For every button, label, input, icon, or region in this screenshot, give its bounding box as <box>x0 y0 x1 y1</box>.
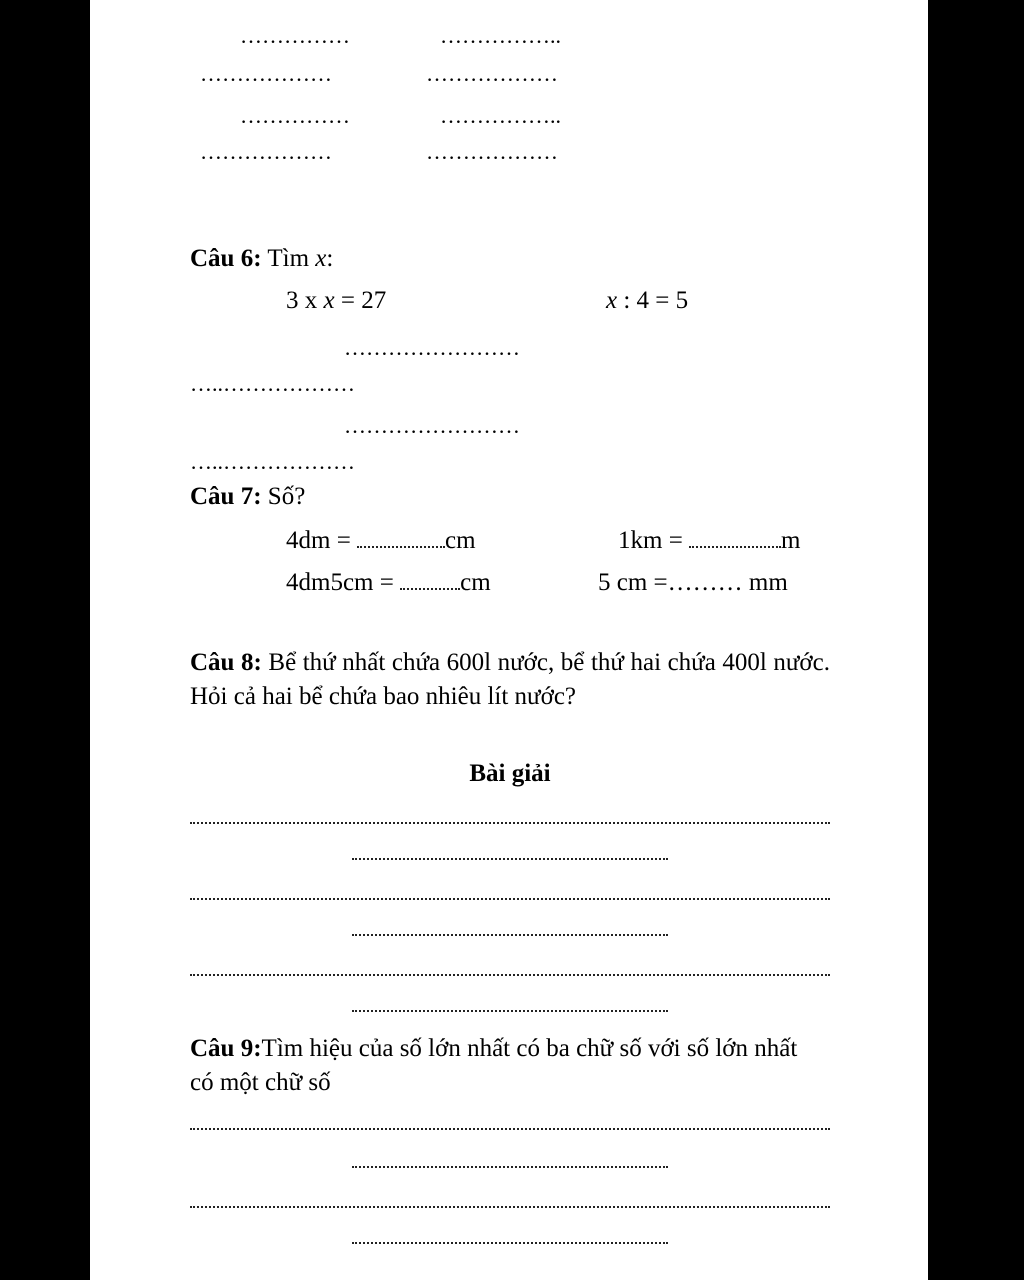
question-6-heading <box>190 244 333 274</box>
blank-field[interactable] <box>689 544 781 548</box>
answer-dots: …..……………… <box>190 371 355 396</box>
conversion-d <box>598 568 788 598</box>
blank-field[interactable] <box>400 586 460 590</box>
question-text: Bể thứ nhất chứa 600l nước, bể thứ hai chứa 400l nước. Hỏi cả hai bể chứa bao nhiêu lít nước? <box>190 649 830 710</box>
unit: m <box>781 527 801 554</box>
answer-line[interactable] <box>190 1128 830 1130</box>
unit: cm <box>445 527 476 554</box>
question-9 <box>190 1032 810 1100</box>
conversion-expression: 4dm5cm = <box>286 569 401 596</box>
conversion-c <box>286 568 491 598</box>
colon: : <box>326 245 334 272</box>
answer-dots: ……………… <box>426 61 558 86</box>
answer-line[interactable] <box>352 858 668 860</box>
worksheet-page <box>90 0 928 1280</box>
question-7-heading <box>190 482 305 512</box>
solution-title: Bài giải <box>469 760 551 787</box>
equation-1: 3 x x = 27 <box>286 287 387 314</box>
question-label: Câu 8: <box>190 649 262 676</box>
unit: mm <box>742 569 788 596</box>
answer-dots: …………….. <box>440 23 561 48</box>
answer-line[interactable] <box>190 1206 830 1208</box>
conversion-a <box>286 526 476 556</box>
answer-dots: …..……………… <box>190 449 355 474</box>
answer-dots: …………… <box>240 103 350 128</box>
question-text: Tìm hiệu của số lớn nhất có ba chữ số với số lớn nhất có một chữ số <box>190 1035 798 1096</box>
conversion-expression: 5 cm = <box>598 569 668 596</box>
blank-field[interactable]: ……… <box>667 569 743 596</box>
question-label: Câu 7: <box>190 483 262 510</box>
answer-line[interactable] <box>190 974 830 976</box>
conversion-expression: 4dm = <box>286 527 358 554</box>
equation-2: x : 4 = 5 <box>606 287 689 314</box>
question-label: Câu 9: <box>190 1035 262 1062</box>
question-text: Số? <box>267 483 306 510</box>
answer-dots: ……………… <box>200 61 332 86</box>
answer-line[interactable] <box>352 1010 668 1012</box>
answer-dots: ……………… <box>200 139 332 164</box>
answer-line[interactable] <box>190 898 830 900</box>
variable: x <box>315 245 327 272</box>
answer-dots: ……………… <box>426 139 558 164</box>
question-text: Tìm <box>267 245 310 272</box>
question-label: Câu 6: <box>190 245 262 272</box>
answer-dots: …………….. <box>440 103 561 128</box>
answer-dots: …………… <box>240 23 350 48</box>
unit: cm <box>460 569 491 596</box>
answer-line[interactable] <box>352 934 668 936</box>
blank-field[interactable] <box>357 544 445 548</box>
answer-dots: …………………… <box>344 335 520 360</box>
conversion-expression: 1km = <box>618 527 690 554</box>
answer-line[interactable] <box>352 1166 668 1168</box>
answer-line[interactable] <box>352 1242 668 1244</box>
question-8 <box>190 646 830 714</box>
answer-dots: …………………… <box>344 413 520 438</box>
conversion-b <box>618 526 801 556</box>
answer-line[interactable] <box>190 822 830 824</box>
